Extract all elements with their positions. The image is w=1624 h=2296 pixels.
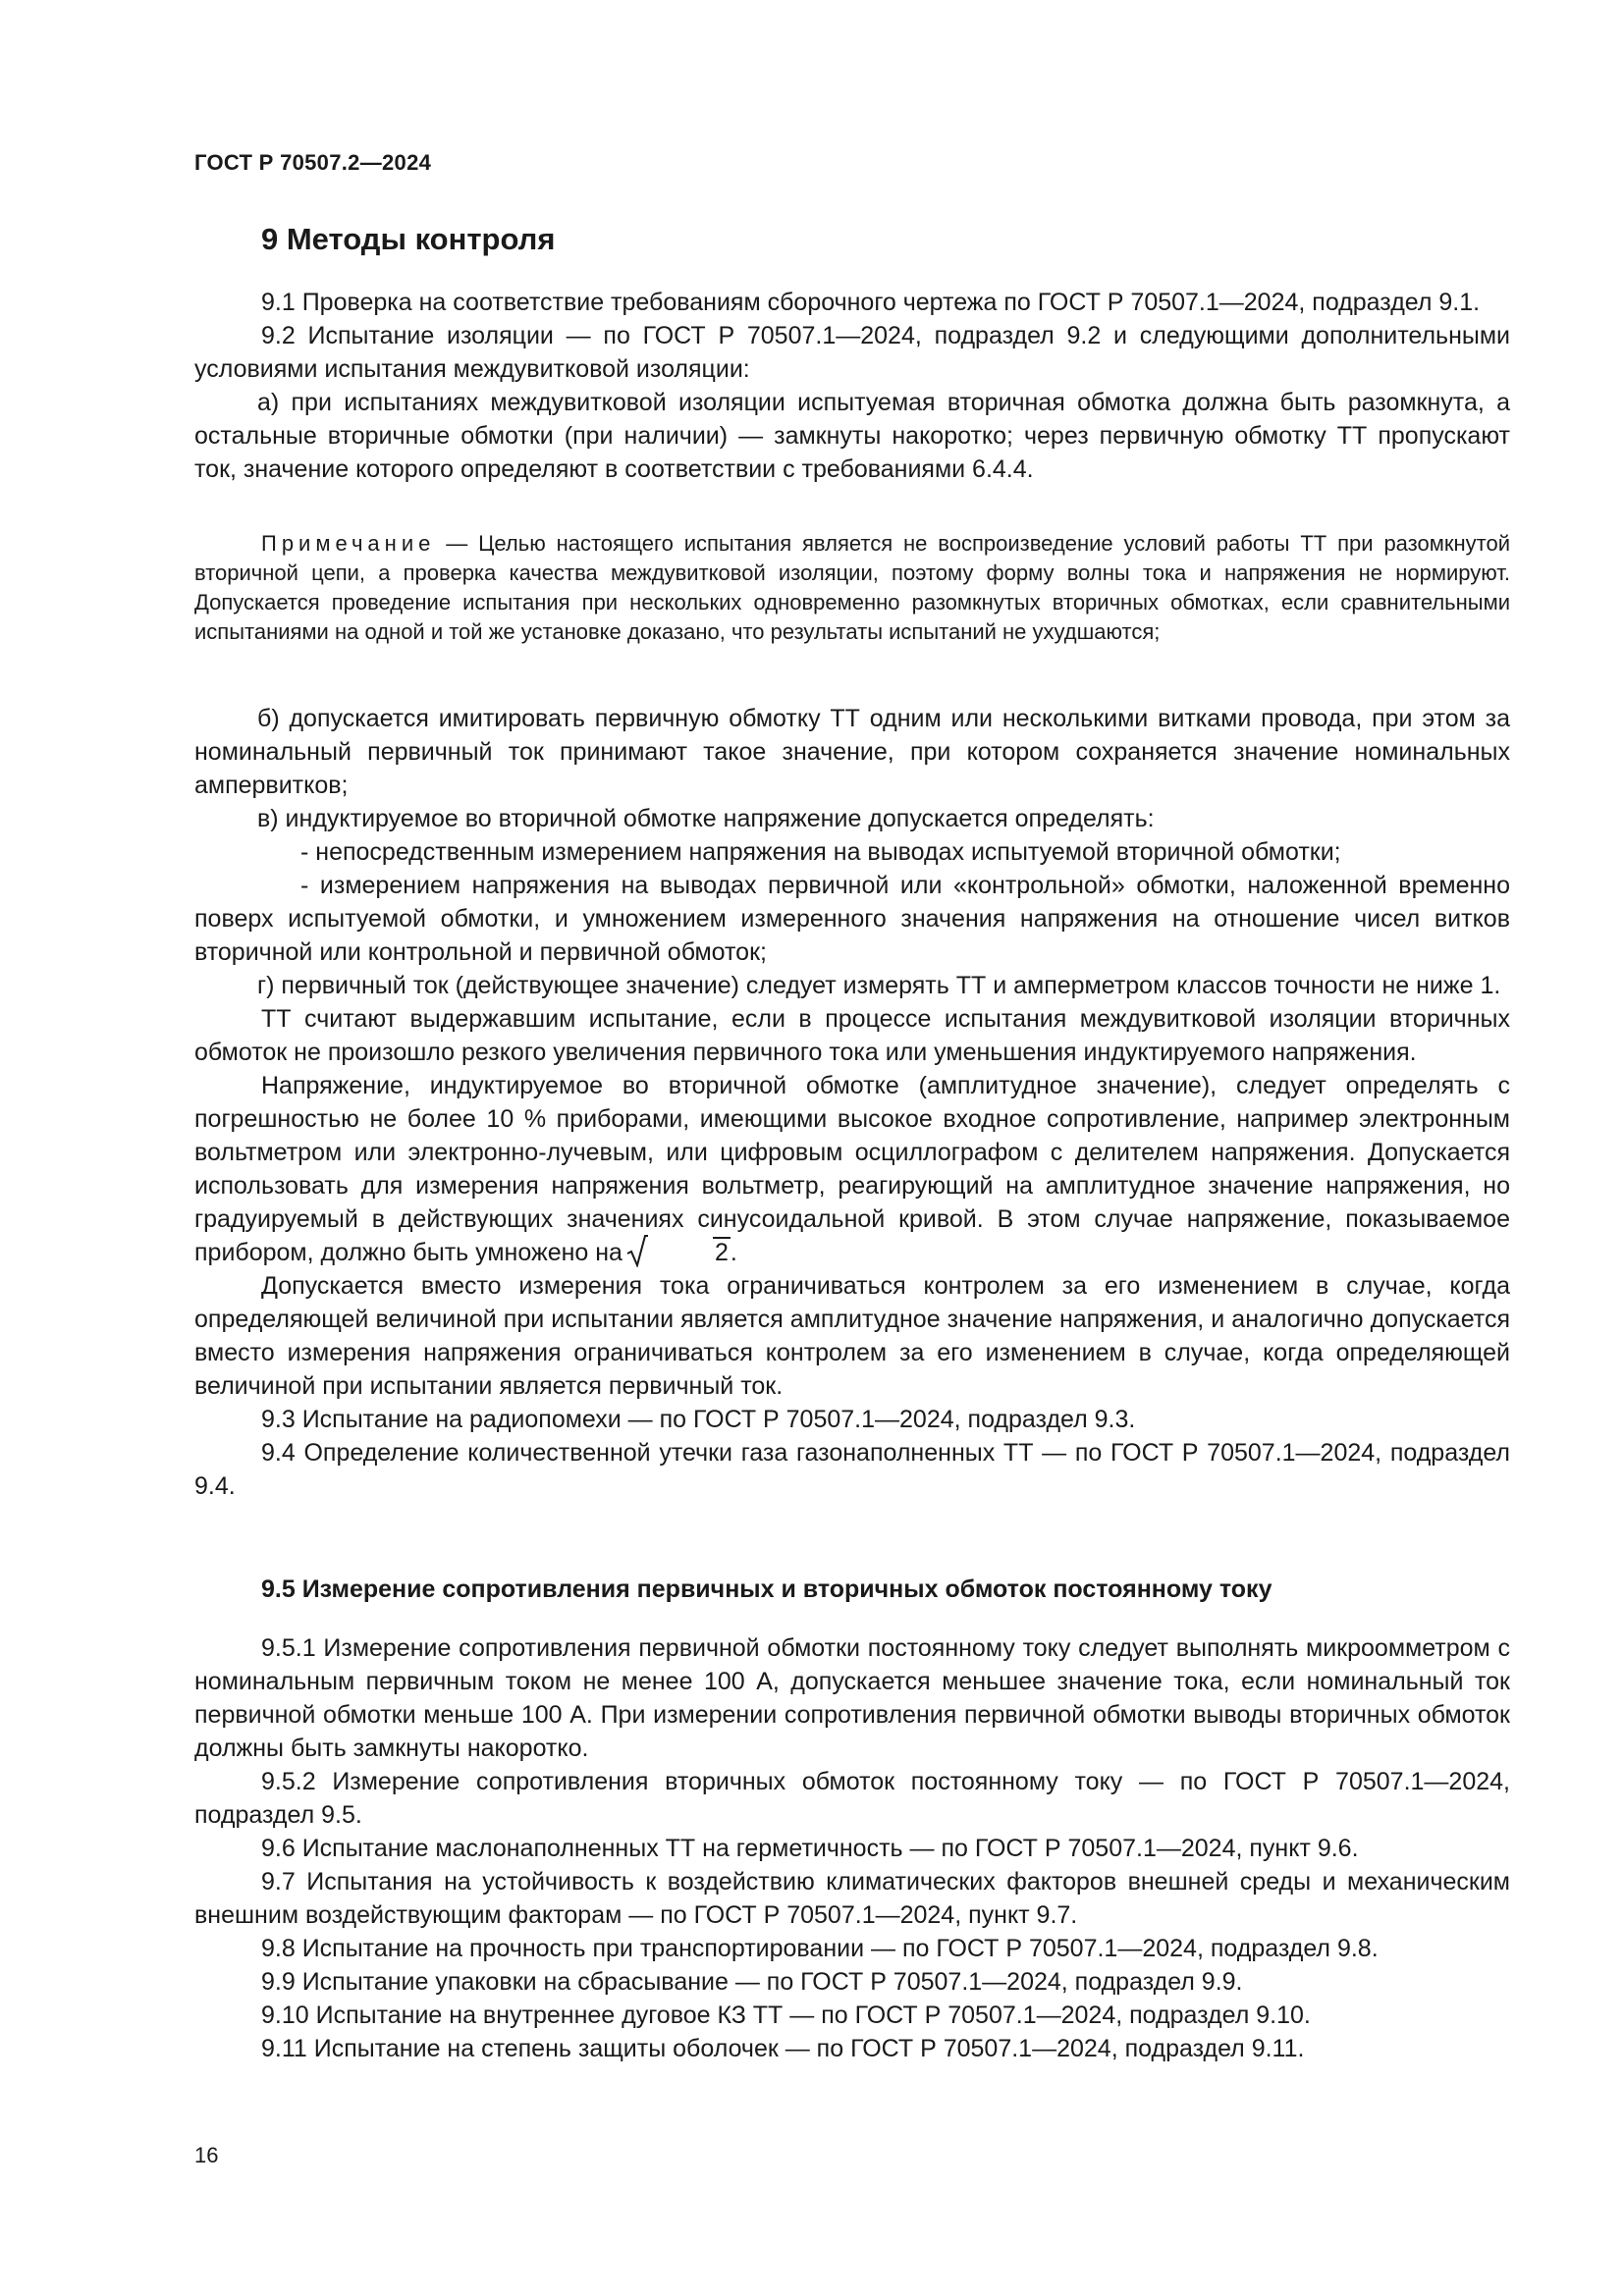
paragraph-9-4: 9.4 Определение количественной утечки газа газонаполненных ТТ — по ГОСТ Р 70507.1—2024, подраздел 9.4. xyxy=(194,1439,1510,1500)
paragraph-9-2: 9.2 Испытание изоляции — по ГОСТ Р 70507.1—2024, подраздел 9.2 и следующими дополнительными условиями испытания междувитковой изоляции: xyxy=(194,322,1510,383)
sqrt-suffix: . xyxy=(730,1239,737,1266)
subsection-title-9-5: 9.5 Измерение сопротивления первичных и вторичных обмоток постоянному току xyxy=(261,1575,1272,1603)
paragraph-9-1: 9.1 Проверка на соответствие требованиям сборочного чертежа по ГОСТ Р 70507.1—2024, подраздел 9.1. xyxy=(261,289,1481,316)
note-block xyxy=(194,529,1510,647)
body-block-tail xyxy=(194,1631,1510,2065)
list-item-v: в) индуктируемое во вторичной обмотке напряжение допускается определять: xyxy=(257,805,1155,832)
page-number: 16 xyxy=(194,2143,219,2167)
sqrt-formula xyxy=(626,1236,731,1269)
paragraph-9-3: 9.3 Испытание на радиопомехи — по ГОСТ Р 70507.1—2024, подраздел 9.3. xyxy=(261,1406,1136,1433)
sqrt-value: 2 xyxy=(714,1239,729,1266)
paragraph-allowed: Допускается вместо измерения тока ограничиваться контролем за его изменением в случае, когда определяющей величиной при испытании является амплитудное значение напряжения, и аналогично допускается вместо измерения напряжения ограничиваться контролем за его изменением в случае, когда определяющей величиной при испытании является первичный ток. xyxy=(194,1272,1510,1400)
body-block-intro xyxy=(194,286,1510,486)
voltage-text: Напряжение, индуктируемое во вторичной обмотке (амплитудное значение), следует определять с погрешностью не более 10 % приборами, имеющими высокое входное сопротивление, например электронным вольтметром или электронно-лучевым, или цифровым осциллографом с делителем напряжения. Допускается использовать для измерения напряжения вольтметр, реагирующий на амплитудное значение напряжения, но градуируемый в действующих значениях синусоидальной кривой. В этом случае напряжение, показываемое прибором, должно быть умножено на xyxy=(194,1072,1510,1266)
note-text: — Целью настоящего испытания является не воспроизведение условий работы ТТ при разомкнутой вторичной цепи, а проверка качества междувитковой изоляции, поэтому форму волны тока и напряжения не нормируют. Допускается проведение испытания при нескольких одновременно разомкнутых вторичных обмотках, если сравнительными испытаниями на одной и той же установке доказано, что результаты испытаний не ухудшаются; xyxy=(194,531,1510,644)
sqrt-sign-icon xyxy=(626,1234,648,1267)
paragraph-9-5-1: 9.5.1 Измерение сопротивления первичной обмотки постоянному току следует выполнять микроомметром с номинальным первичным током не менее 100 А, допускается меньшее значение тока, если номинальный ток первичной обмотки меньше 100 А. При измерении сопротивления первичной обмотки выводы вторичных обмоток должны быть замкнуты накоротко. xyxy=(194,1634,1510,1762)
paragraph-9-6: 9.6 Испытание маслонаполненных ТТ на герметичность — по ГОСТ Р 70507.1—2024, пункт 9.6. xyxy=(261,1835,1359,1862)
paragraph-9-7: 9.7 Испытания на устойчивость к воздействию климатических факторов внешней среды и механическим внешним воздействующим факторам — по ГОСТ Р 70507.1—2024, пункт 9.7. xyxy=(194,1868,1510,1929)
paragraph-9-5-2: 9.5.2 Измерение сопротивления вторичных обмоток постоянному току — по ГОСТ Р 70507.1—2024, подраздел 9.5. xyxy=(194,1768,1510,1829)
dash-item-1: - непосредственным измерением напряжения на выводах испытуемой вторичной обмотки; xyxy=(300,838,1341,866)
standard-header: ГОСТ Р 70507.2—2024 xyxy=(194,150,432,175)
section-title: 9 Методы контроля xyxy=(261,222,556,256)
body-block-main xyxy=(194,702,1510,1503)
paragraph-tt-result: ТТ считают выдержавшим испытание, если в процессе испытания междувитковой изоляции вторичных обмоток не произошло резкого увеличения первичного тока или уменьшения индуктируемого напряжения. xyxy=(194,1005,1510,1066)
list-item-a: а) при испытаниях междувитковой изоляции испытуемая вторичная обмотка должна быть разомкнута, а остальные вторичные обмотки (при наличии) — замкнуты накоротко; через первичную обмотку ТТ пропускают ток, значение которого определяют в соответствии с требованиями 6.4.4. xyxy=(194,389,1510,483)
paragraph-9-11: 9.11 Испытание на степень защиты оболочек — по ГОСТ Р 70507.1—2024, подраздел 9.11. xyxy=(261,2035,1305,2062)
note-label: Примечание xyxy=(261,531,436,556)
paragraph-9-10: 9.10 Испытание на внутреннее дуговое КЗ ТТ — по ГОСТ Р 70507.1—2024, подраздел 9.10. xyxy=(261,2002,1311,2029)
paragraph-voltage xyxy=(194,1069,1510,1269)
dash-item-2: - измерением напряжения на выводах первичной или «контрольной» обмотки, наложенной временно поверх испытуемой обмотки, и умножением измеренного значения напряжения на отношение чисел витков вторичной или контрольной и первичной обмоток; xyxy=(194,872,1510,966)
list-item-b: б) допускается имитировать первичную обмотку ТТ одним или несколькими витками провода, при этом за номинальный первичный ток принимают такое значение, при котором сохраняется значение номинальных ампервитков; xyxy=(194,705,1510,799)
paragraph-9-8: 9.8 Испытание на прочность при транспортировании — по ГОСТ Р 70507.1—2024, подраздел 9.8. xyxy=(261,1935,1379,1962)
list-item-g: г) первичный ток (действующее значение) следует измерять ТТ и амперметром классов точности не ниже 1. xyxy=(257,972,1501,999)
paragraph-9-9: 9.9 Испытание упаковки на сбрасывание — по ГОСТ Р 70507.1—2024, подраздел 9.9. xyxy=(261,1968,1243,1996)
note-paragraph xyxy=(194,529,1510,647)
